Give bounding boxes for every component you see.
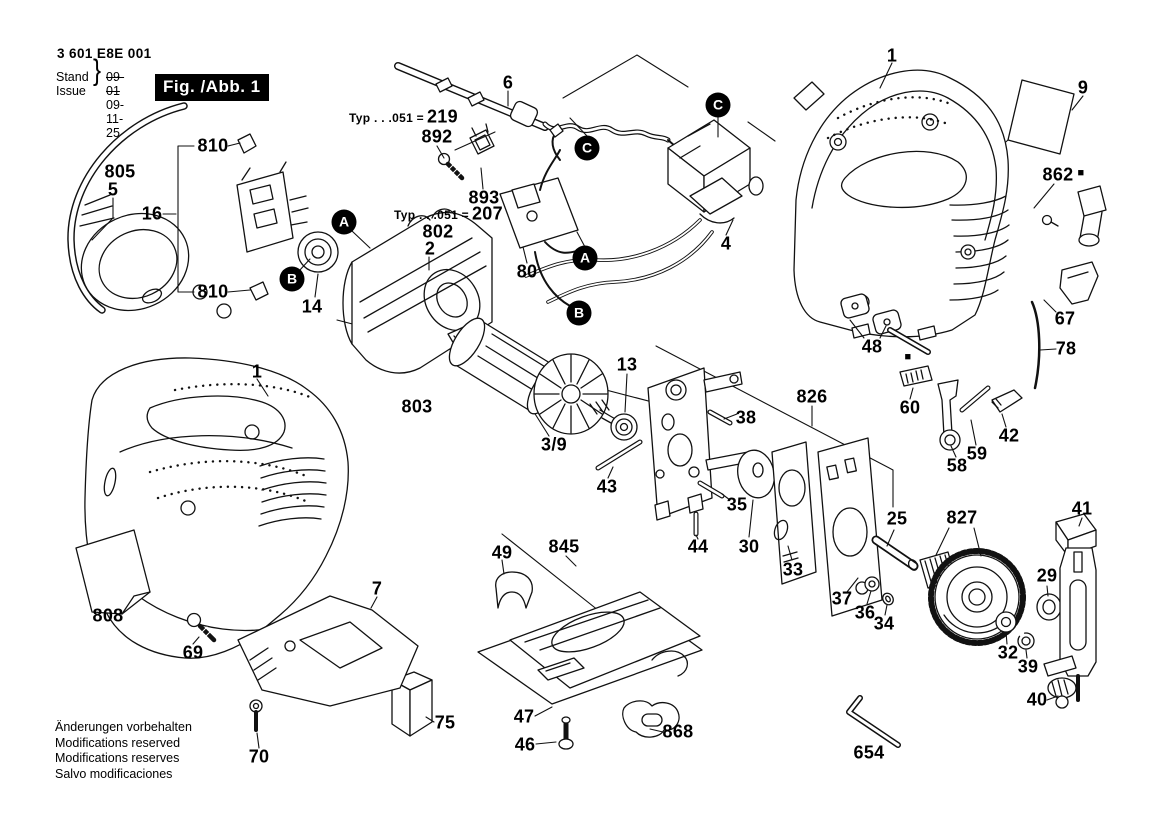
- callout-803: 803: [401, 396, 433, 417]
- callout-33: 33: [782, 559, 804, 580]
- callout-49: 49: [491, 542, 513, 563]
- callout-845: 845: [548, 536, 580, 557]
- callout-80: 80: [516, 261, 538, 282]
- callout-47: 47: [513, 706, 535, 727]
- callout-9: 9: [1077, 77, 1089, 98]
- callout-13: 13: [616, 354, 638, 375]
- callout-48: 48: [861, 336, 883, 357]
- callout-60: 60: [899, 397, 921, 418]
- revision-dates: [106, 70, 124, 140]
- electronics-module: [500, 150, 580, 306]
- callout-44: 44: [687, 536, 709, 557]
- callout-43: 43: [596, 476, 618, 497]
- callout-59: 59: [966, 443, 988, 464]
- callout-805: 805: [104, 161, 136, 182]
- callout-34: 34: [873, 613, 895, 634]
- note-line-es: Salvo modificaciones: [55, 766, 173, 781]
- note-line-fr: Modifications reserves: [55, 751, 180, 765]
- callout-892: 892: [421, 126, 453, 147]
- callout-868: 868: [662, 721, 694, 742]
- housing-top: [794, 70, 1009, 340]
- callout-typ051: Typ . . .051 =: [348, 111, 424, 125]
- callout-810: 810: [197, 281, 229, 302]
- callout-826: 826: [796, 386, 828, 407]
- switch-assembly: [668, 120, 763, 223]
- callout-810: 810: [197, 135, 229, 156]
- callout-219: 219: [427, 106, 458, 127]
- callout-36: 36: [854, 602, 876, 623]
- callout-30: 30: [738, 536, 760, 557]
- brace-glyph: }: [93, 54, 102, 87]
- nameplate-9: [1008, 80, 1074, 154]
- callout-29: 29: [1036, 565, 1058, 586]
- callout-14: 14: [301, 296, 323, 317]
- callout-1: 1: [886, 45, 898, 66]
- callout-893: 893: [468, 187, 500, 208]
- callout-69: 69: [182, 642, 204, 663]
- marker-B: B: [280, 267, 305, 292]
- callout-654: 654: [853, 742, 885, 763]
- callout-: ■: [1077, 167, 1085, 179]
- callout-1: 1: [251, 361, 263, 382]
- document-number: 3 601 E8E 001: [57, 46, 152, 61]
- stand-label: Stand: [56, 70, 89, 84]
- callout-67: 67: [1054, 308, 1076, 329]
- note-line-de: Änderungen vorbehalten: [55, 720, 192, 734]
- callout-38: 38: [735, 407, 757, 428]
- marker-A: A: [573, 246, 598, 271]
- callout-3/9: 3/9: [541, 434, 567, 455]
- callout-16: 16: [141, 203, 163, 224]
- callout-37: 37: [831, 588, 853, 609]
- callout-4: 4: [720, 233, 732, 254]
- marker-A: A: [332, 210, 357, 235]
- callout-78: 78: [1055, 338, 1077, 359]
- issue-label: Issue: [56, 84, 86, 98]
- date-old: 09-01: [106, 70, 125, 98]
- callout-5: 5: [107, 179, 119, 200]
- note-line-en: Modifications reserved: [55, 735, 181, 750]
- callout-46: 46: [514, 734, 536, 755]
- callout-207: 207: [472, 203, 503, 224]
- callout-75: 75: [434, 712, 456, 733]
- callout-7: 7: [371, 578, 383, 599]
- callout-802: 802: [422, 221, 454, 242]
- callout-32: 32: [997, 642, 1019, 663]
- marker-C: C: [575, 136, 600, 161]
- callout-70: 70: [248, 746, 270, 767]
- callout-40: 40: [1026, 689, 1048, 710]
- callout-58: 58: [946, 455, 968, 476]
- callout-41: 41: [1071, 498, 1093, 519]
- callout-35: 35: [726, 494, 748, 515]
- callout-827: 827: [946, 507, 978, 528]
- figure-label: Fig. /Abb. 1: [155, 74, 269, 101]
- modifications-note: [55, 720, 192, 782]
- callout-typ051: Typ . . .051 =: [393, 208, 469, 222]
- callout-25: 25: [886, 508, 908, 529]
- marker-B: B: [567, 301, 592, 326]
- callout-42: 42: [998, 425, 1020, 446]
- callout-808: 808: [92, 605, 124, 626]
- callout-: ■: [904, 351, 912, 363]
- hex-key: [849, 698, 898, 745]
- callout-39: 39: [1017, 656, 1039, 677]
- callout-2: 2: [424, 238, 436, 259]
- date-new: 09-11-25: [106, 98, 125, 140]
- revision-block: [56, 54, 125, 140]
- callout-862: 862: [1042, 164, 1074, 185]
- callout-6: 6: [502, 72, 514, 93]
- marker-C: C: [706, 93, 731, 118]
